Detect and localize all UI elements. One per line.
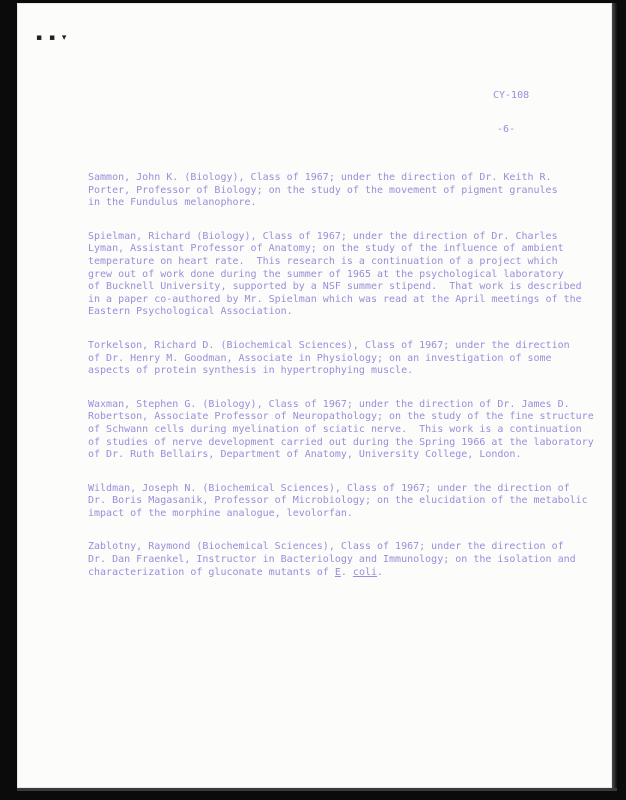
- italic-species: coli: [352, 566, 378, 578]
- entry-line: impact of the morphine analogue, levolorfan.: [88, 507, 353, 519]
- entry-line: in a paper co-authored by Mr. Spielman which was read at the April meetings of the: [88, 293, 582, 305]
- entry-line: Robertson, Associate Professor of Neuropathology; on the study of the fine structure: [88, 411, 594, 423]
- entry-line: Zablotny, Raymond (Biochemical Sciences), Class of 1967; under the direction of: [88, 541, 564, 553]
- entry-zablotny: [88, 541, 574, 579]
- entry-line: of Schwann cells during myelination of sciatic nerve. This work is a continuation: [88, 423, 582, 435]
- entry-line: Torkelson, Richard D. (Biochemical Sciences), Class of 1967; under the direction: [88, 339, 570, 351]
- document-body: [88, 172, 594, 600]
- entry-line: of studies of nerve development carried out during the Spring 1966 at the laboratory: [88, 436, 594, 448]
- entry-line: Spielman, Richard (Biology), Class of 1967; under the direction of Dr. Charles: [88, 230, 558, 242]
- entry-line: Dr. Dan Fraenkel, Instructor in Bacteriology and Immunology; on the isolation and: [88, 554, 576, 566]
- entry-line: [88, 567, 574, 580]
- entry-line-text: characterization of gluconate mutants of: [88, 566, 335, 578]
- entry-line: grew out of work done during the summer of 1965 at the psychological laboratory: [88, 268, 564, 280]
- entry-line: Wildman, Joseph N. (Biochemical Sciences), Class of 1967; under the direction of: [88, 482, 570, 494]
- entry-line: Dr. Boris Magasanik, Professor of Microbiology; on the elucidation of the metabolic: [88, 495, 588, 507]
- entry-line: in the Fundulus melanophore.: [88, 197, 257, 209]
- entry-line: Waxman, Stephen G. (Biology), Class of 1967; under the direction of Dr. James D.: [88, 398, 570, 410]
- entry-line-text: .: [340, 566, 353, 578]
- entry-line: Eastern Psychological Association.: [88, 306, 293, 318]
- sheet-bottom-edge: [17, 788, 617, 791]
- document-id: CY-108: [493, 90, 530, 101]
- entry-line: of Dr. Ruth Bellairs, Department of Anatomy, University College, London.: [88, 449, 522, 461]
- page-number: -6-: [497, 124, 516, 135]
- entry-line: aspects of protein synthesis in hypertrophying muscle.: [88, 365, 414, 377]
- punch-marks: ▪ ▪ ▾: [36, 33, 69, 43]
- entry-wildman: [88, 482, 588, 521]
- entry-line: temperature on heart rate. This research is a continuation of a project which: [88, 255, 558, 267]
- entry-line: Lyman, Assistant Professor of Anatomy; on the study of the influence of ambient: [88, 243, 564, 255]
- entry-line: of Dr. Henry M. Goodman, Associate in Physiology; on an investigation of some: [88, 352, 552, 364]
- entry-sammon: [88, 172, 574, 210]
- entry-line: Sammon, John K. (Biology), Class of 1967; under the direction of Dr. Keith R.: [88, 172, 552, 183]
- entry-line: of Bucknell University, supported by a NSF summer stipend. That work is described: [88, 281, 582, 293]
- entry-line-text: .: [377, 566, 384, 578]
- entry-line: Porter, Professor of Biology; on the study of the movement of pigment granules: [88, 184, 558, 196]
- entry-waxman: [88, 398, 594, 462]
- sheet-edge-shadow: [612, 3, 617, 789]
- entry-spielman: [88, 230, 582, 319]
- italic-genus: E: [334, 566, 341, 578]
- entry-torkelson: [88, 340, 574, 378]
